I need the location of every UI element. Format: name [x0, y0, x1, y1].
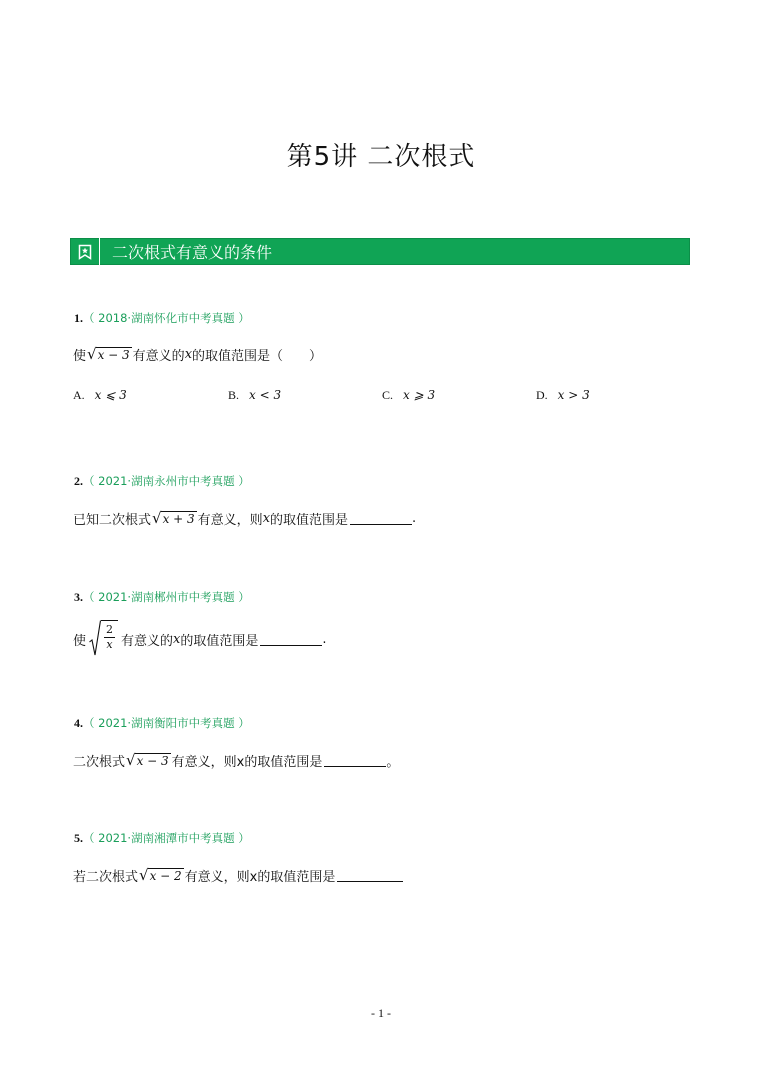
question-text-end: 。 — [386, 755, 400, 770]
question-1-header — [74, 310, 250, 326]
answer-blank[interactable] — [324, 754, 386, 767]
question-text-mid: 有意义，则 — [197, 513, 263, 528]
variable: x — [262, 511, 271, 526]
radicand: x − 3 — [136, 754, 169, 768]
option-a[interactable] — [73, 388, 127, 403]
question-5-header — [74, 830, 250, 846]
radicand: x − 2 — [149, 869, 182, 883]
question-text-mid: 有意义的 — [132, 349, 185, 364]
section-banner — [70, 238, 690, 265]
question-text-mid: 有意义的 — [121, 633, 174, 649]
question-number: 4. — [74, 716, 83, 730]
option-label: C. — [382, 388, 394, 402]
bookmark-star-icon — [71, 238, 100, 265]
question-4-text — [73, 751, 399, 770]
question-text-pre: 使 — [73, 633, 87, 649]
question-4-header — [74, 715, 250, 731]
answer-blank[interactable] — [337, 869, 403, 882]
sqrt-fraction-expression — [89, 620, 118, 658]
question-source: （ 2021·湖南郴州市中考真题 ） — [83, 590, 250, 604]
sqrt-expression: √ x − 2 — [139, 866, 182, 884]
question-text-pre: 若二次根式 — [73, 870, 139, 885]
question-source: （ 2021·湖南永州市中考真题 ） — [83, 474, 250, 488]
question-2-text — [73, 509, 416, 528]
radical-sign-icon — [89, 620, 101, 658]
question-text-post: 的取值范围是（ ） — [192, 349, 323, 364]
variable: x — [173, 631, 181, 647]
fraction-numerator: 2 — [106, 623, 114, 636]
page-number: - 1 - — [371, 1006, 391, 1020]
option-c[interactable] — [382, 388, 435, 403]
question-text-post: 的取值范围是 — [270, 513, 349, 528]
answer-blank[interactable] — [260, 633, 322, 646]
sqrt-expression: √ x + 3 — [152, 509, 195, 527]
option-label: A. — [73, 388, 85, 402]
sqrt-expression: √ x − 3 — [126, 751, 169, 769]
sqrt-expression: √ x − 3 — [87, 345, 130, 363]
question-text-end: . — [322, 631, 327, 647]
option-label: B. — [228, 388, 240, 402]
option-label: D. — [536, 388, 548, 402]
question-source: （ 2018·湖南怀化市中考真题 ） — [83, 311, 250, 325]
question-text-end: . — [412, 511, 417, 526]
question-number: 3. — [74, 590, 83, 604]
question-1-text — [73, 345, 322, 364]
option-b[interactable] — [228, 388, 281, 403]
question-number: 1. — [74, 311, 83, 325]
question-5-text — [73, 866, 403, 885]
question-text-pre: 已知二次根式 — [73, 513, 152, 528]
radicand: x + 3 — [162, 512, 195, 526]
question-3-text — [73, 620, 327, 658]
question-text-pre: 使 — [73, 349, 87, 364]
option-text: x ⩽ 3 — [94, 388, 127, 402]
question-text-post: 的取值范围是 — [180, 633, 259, 649]
radicand: x − 3 — [97, 348, 130, 362]
question-text-pre: 二次根式 — [73, 755, 126, 770]
question-number: 5. — [74, 831, 83, 845]
option-text: x ⩾ 3 — [403, 388, 436, 402]
answer-blank[interactable] — [350, 512, 412, 525]
question-text-mid: 有意义，则x的取值范围是 — [184, 870, 336, 885]
page-title: 第5讲 二次根式 — [286, 142, 476, 172]
option-text: x > 3 — [557, 388, 590, 402]
option-text: x < 3 — [249, 388, 282, 402]
question-source: （ 2021·湖南衡阳市中考真题 ） — [83, 716, 250, 730]
fraction — [101, 620, 118, 658]
fraction-denominator: x — [106, 638, 113, 651]
question-2-header — [74, 473, 250, 489]
option-d[interactable] — [536, 388, 590, 403]
question-source: （ 2021·湖南湘潭市中考真题 ） — [83, 831, 250, 845]
question-text-mid: 有意义，则x的取值范围是 — [171, 755, 323, 770]
variable: x — [184, 347, 193, 362]
section-title: 二次根式有意义的条件 — [112, 243, 273, 262]
question-3-header — [74, 589, 250, 605]
question-number: 2. — [74, 474, 83, 488]
